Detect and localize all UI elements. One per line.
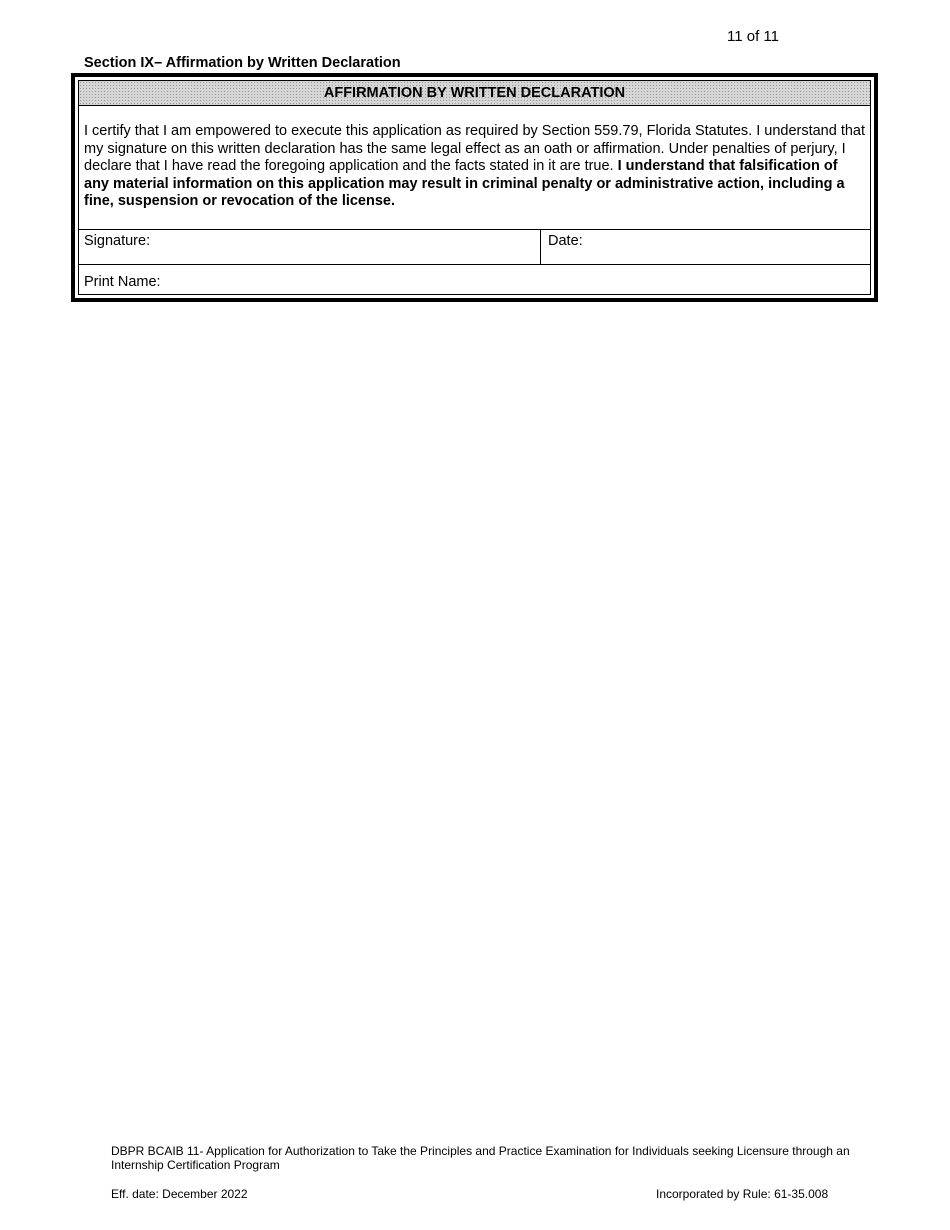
affirmation-form-inner bbox=[78, 80, 871, 295]
declaration-bold-text: I understand that falsification of any material information on this application may result in criminal penalty or administrative action, including a fine, suspension or revocation of the license. bbox=[84, 158, 845, 209]
footer-rule: Incorporated by Rule: 61-35.008 bbox=[656, 1187, 829, 1201]
date-field-label: Date: bbox=[548, 233, 583, 249]
footer-form-title: DBPR BCAIB 11- Application for Authorization to Take the Principles and Practice Examination for Individuals seeking Licensure through an Internship Certification Program bbox=[111, 1144, 850, 1172]
signature-date-divider bbox=[540, 229, 541, 264]
footer-effective-date: Eff. date: December 2022 bbox=[111, 1187, 248, 1201]
signature-field-label: Signature: bbox=[84, 233, 151, 249]
declaration-text bbox=[84, 123, 866, 211]
declaration-normal-text: I certify that I am empowered to execute this application as required by Section 559.79, Florida Statutes. I understand that my signature on this written declaration has the same legal effect as an oath or affirmation. Under penalties of perjury, I declare that I have read the foregoing application and the facts stated in it are true. bbox=[84, 123, 866, 174]
section-title: Section IX– Affirmation by Written Declaration bbox=[84, 55, 401, 71]
page-number: 11 of 11 bbox=[727, 28, 779, 45]
print-name-field-label: Print Name: bbox=[84, 274, 161, 290]
print-name-row-divider bbox=[79, 264, 870, 265]
signature-row-divider bbox=[79, 229, 870, 230]
affirmation-form bbox=[71, 73, 878, 302]
form-header: AFFIRMATION BY WRITTEN DECLARATION bbox=[79, 81, 870, 106]
